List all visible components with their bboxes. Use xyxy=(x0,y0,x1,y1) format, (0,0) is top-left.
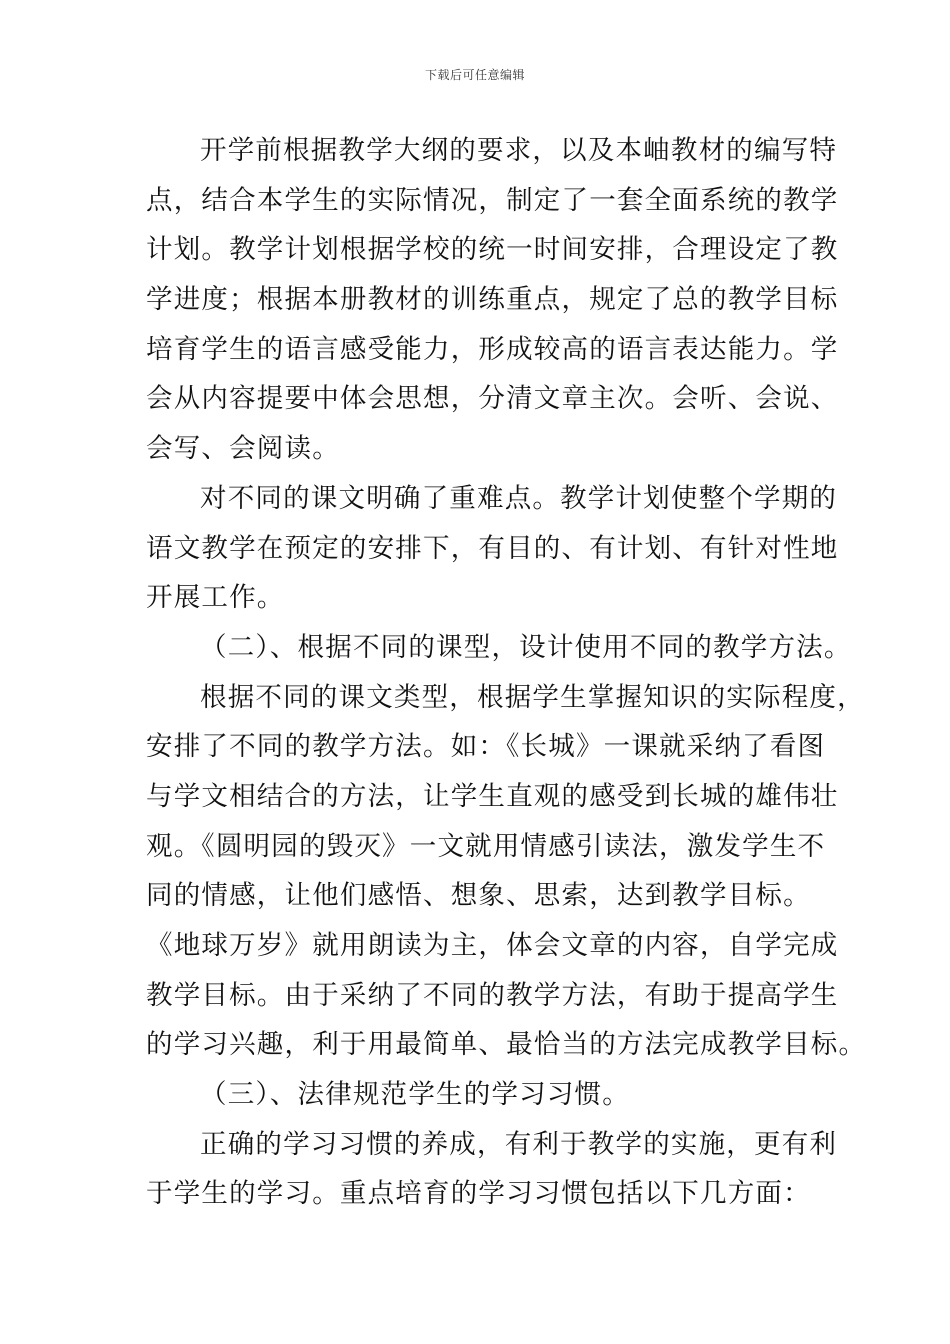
text-line: 的学习兴趣，利于用最简单、最恰当的方法完成教学目标。 xyxy=(146,1029,867,1061)
section-heading: （二）、根据不同的课型，设计使用不同的教学方法。 xyxy=(200,631,852,663)
text-line: 会从内容提要中体会思想，分清文章主次。会听、会说、 xyxy=(146,383,839,415)
body-text xyxy=(146,126,867,1219)
text-line: 会写、会阅读。 xyxy=(146,433,340,465)
text-line: 于学生的学习。重点培育的学习习惯包括以下几方面： xyxy=(146,1178,811,1210)
section-heading: （三）、法律规范学生的学习习惯。 xyxy=(200,1079,630,1111)
text-line: 与学文相结合的方法，让学生直观的感受到长城的雄伟壮 xyxy=(146,780,839,812)
text-line: 语文教学在预定的安排下，有目的、有计划、有针对性地 xyxy=(146,532,839,564)
text-line: 开学前根据教学大纲的要求，以及本岫教材的编写特 xyxy=(200,135,838,166)
text-line: 培育学生的语言感受能力，形成较高的语言表达能力。学 xyxy=(146,333,839,365)
text-line: 点，结合本学生的实际情况，制定了一套全面系统的教学 xyxy=(146,184,839,216)
text-line: 《地球万岁》就用朗读为主，体会文章的内容，自学完成 xyxy=(146,930,839,961)
text-line: 学进度；根据本册教材的训练重点，规定了总的教学目标 xyxy=(146,284,839,316)
text-line: 对不同的课文明确了重难点。教学计划使整个学期的 xyxy=(200,482,838,514)
text-line: 根据不同的课文类型，根据学生掌握知识的实际程度， xyxy=(200,681,865,713)
text-line: 观。《圆明园的毁灭》一文就用情感引读法，激发学生不 xyxy=(146,830,826,862)
text-line: 安排了不同的教学方法。如：《长城》一课就采纳了看图 xyxy=(146,731,826,763)
text-line: 开展工作。 xyxy=(146,582,285,614)
text-line: 同的情感，让他们感悟、想象、思索，达到教学目标。 xyxy=(146,880,811,912)
header-note: 下载后可任意编辑 xyxy=(424,68,525,82)
text-line: 正确的学习习惯的养成，有利于教学的实施，更有利 xyxy=(200,1128,838,1160)
text-line: 教学目标。由于采纳了不同的教学方法，有助于提高学生 xyxy=(146,979,839,1011)
text-line: 计划。教学计划根据学校的统一时间安排，合理设定了教 xyxy=(146,234,839,266)
